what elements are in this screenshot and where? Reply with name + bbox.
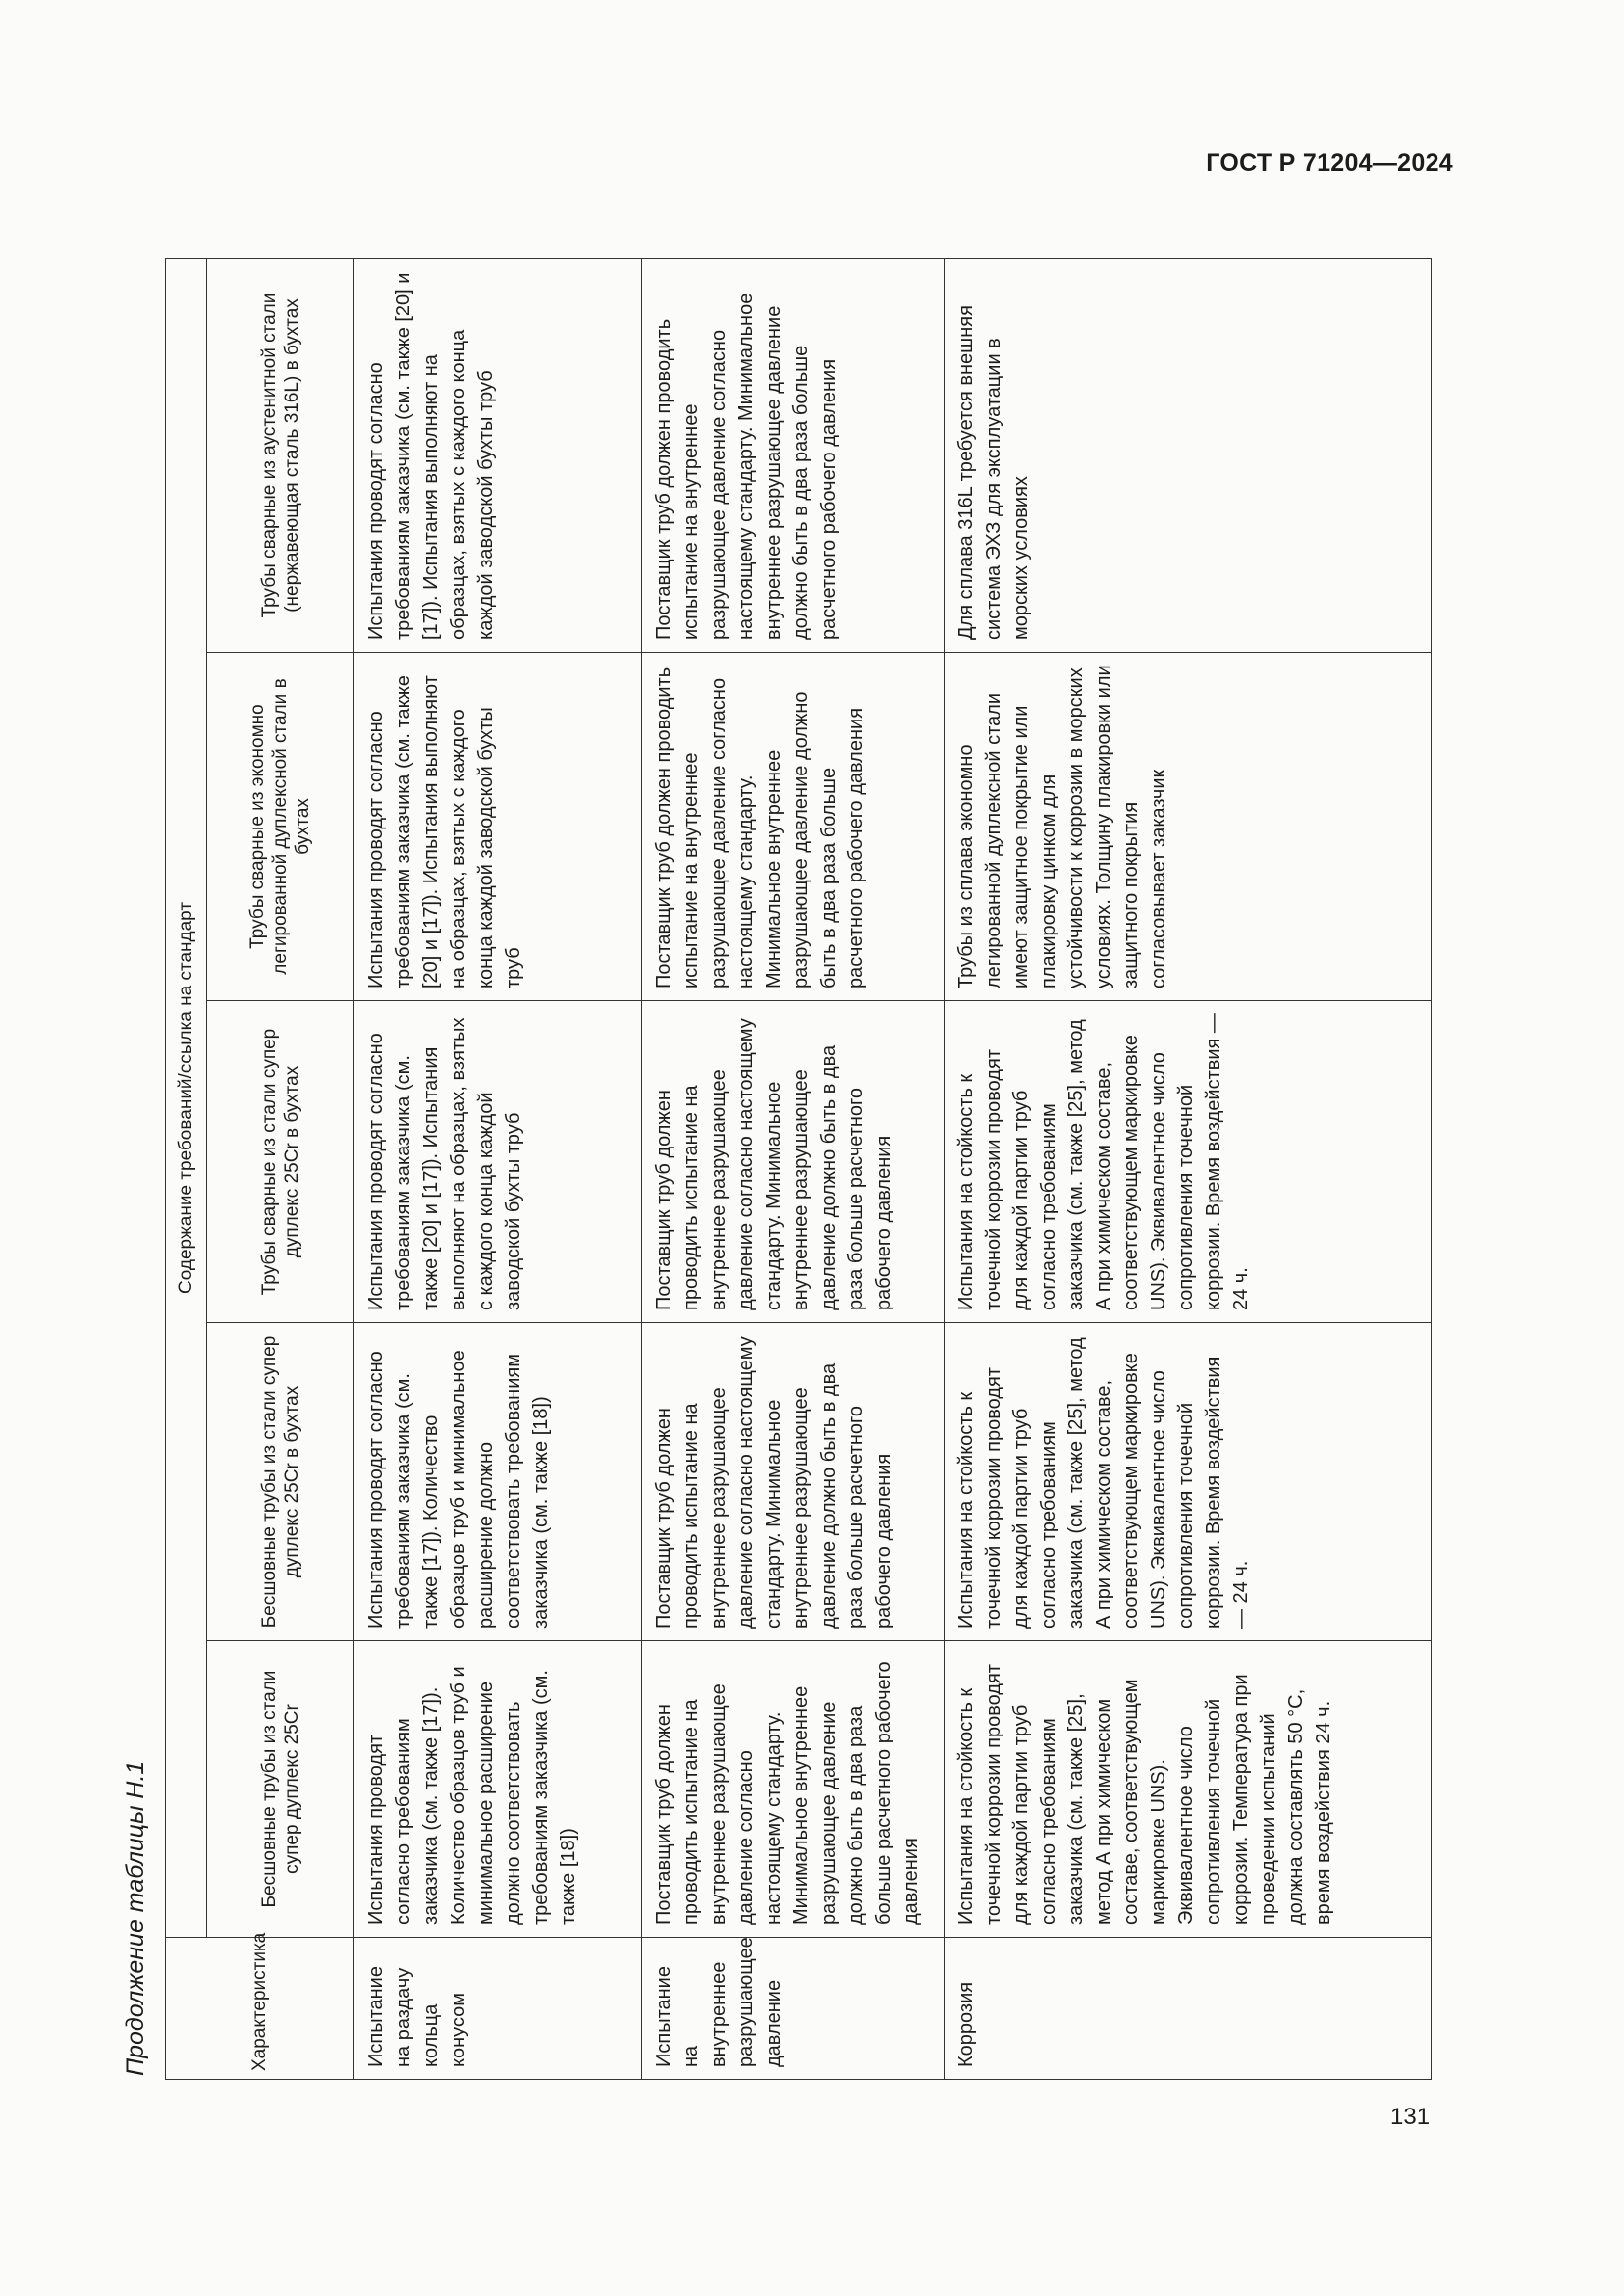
table-cell: Поставщик труб должен проводить испытание на внутреннее разрушающее давление согласно настоящему стандарту. Минимальное внутреннее разрушающее давление должно быть в два раза больше расчетного рабочего давления: [642, 1001, 945, 1323]
table-cell: Испытания на стойкость к точечной коррозии проводят для каждой партии труб согласно требованиям заказчика (см. также [25], метод А при химическом составе, соответствующем маркировке UNS). Эквивалентное число сопротивления точечной коррозии. Время воздействия — 24 ч.: [945, 1001, 1432, 1323]
table-cell: Испытания проводят согласно требованиям заказчика (см. также [20] и [17]). Испытания выполняют на образцах, взятых с каждого конца каждой заводской бухты труб: [354, 1001, 642, 1323]
standard-code: ГОСТ Р 71204—2024: [1206, 149, 1453, 177]
requirements-table: [165, 258, 1432, 2080]
table-cell: Для сплава 316L требуется внешняя система ЭХЗ для эксплуатации в морских условиях: [945, 258, 1432, 652]
column-header: Трубы сварные из экономно легированной дуплексной стали в бухтах: [207, 653, 354, 1001]
table-row: [945, 258, 1432, 2079]
row-characteristic: Испытание на раздачу кольца конусом: [354, 1938, 642, 2080]
table-row: [354, 258, 642, 2079]
row-characteristic: Испытание на внутреннее разрушающее давление: [642, 1938, 945, 2080]
row-characteristic: Коррозия: [945, 1938, 1432, 2080]
table-caption: Продолжение таблицы Н.1: [122, 1760, 149, 2076]
table-cell: Испытания проводят согласно требованиям заказчика (см. также [20] и [17]). Испытания выполняют на образцах, взятых с каждого конца каждой заводской бухты труб: [354, 653, 642, 1001]
column-header: Бесшовные трубы из стали супер дуплекс 25Cr: [207, 1641, 354, 1938]
table-row: [642, 258, 945, 2079]
table-cell: Испытания проводят согласно требованиям заказчика (см. также [20] и [17]). Испытания выполняют на образцах, взятых с каждого конца каждой заводской бухты труб: [354, 258, 642, 652]
page-number: 131: [1390, 2104, 1431, 2130]
table-cell: Испытания проводят согласно требованиям заказчика (см. также [17]). Количество образцов труб и минимальное расширение должно соответствовать требованиям заказчика (см. также [18]): [354, 1323, 642, 1641]
column-header: Бесшовные трубы из стали супер дуплекс 25Cr в бухтах: [207, 1323, 354, 1641]
table-cell: Испытания на стойкость к точечной коррозии проводят для каждой партии труб согласно требованиям заказчика (см. также [25], метод А при химическом составе, соответствующем маркировке UNS). Эквивалентное число сопротивления точечной коррозии. Время воздействия — 24 ч.: [945, 1323, 1432, 1641]
table-cell: Поставщик труб должен проводить испытание на внутреннее разрушающее давление согласно настоящему стандарту. Минимальное внутреннее разрушающее давление должно быть в два раза больше расчетного рабочего давления: [642, 1641, 945, 1938]
table-cell: Поставщик труб должен проводить испытание на внутреннее разрушающее давление согласно настоящему стандарту. Минимальное внутреннее разрушающее давление должно быть в два раза больше расчетного рабочего давления: [642, 1323, 945, 1641]
table-cell: Поставщик труб должен проводить испытание на внутреннее разрушающее давление согласно настоящему стандарту. Минимальное внутреннее разрушающее давление должно быть в два раза больше расчетного рабочего давления: [642, 258, 945, 652]
group-header: Содержание требований/ссылка на стандарт: [166, 258, 207, 1937]
column-header-characteristic: Характеристика: [166, 1938, 354, 2080]
column-header: Трубы сварные из стали супер дуплекс 25Cr в бухтах: [207, 1001, 354, 1323]
column-header: Трубы сварные из аустенитной стали (нержавеющая сталь 316L) в бухтах: [207, 258, 354, 652]
table-cell: Испытания проводят согласно требованиям заказчика (см. также [17]). Количество образцов труб и минимальное расширение должно соответствовать требованиям заказчика (см. также [18]): [354, 1641, 642, 1938]
table-cell: Трубы из сплава экономно легированной дуплексной стали имеют защитное покрытие или плакировку цинком для устойчивости к коррозии в морских условиях. Толщину плакировки или защитного покрытия согласовывает заказчик: [945, 653, 1432, 1001]
table-cell: Испытания на стойкость к точечной коррозии проводят для каждой партии труб согласно требованиям заказчика (см. также [25], метод А при химическом составе, соответствующем маркировке UNS). Эквивалентное число сопротивления точечной коррозии. Температура при проведении испытаний должна составлять 50 °С, время воздействия 24 ч.: [945, 1641, 1432, 1938]
rotated-table-block: [108, 259, 1434, 2080]
table-cell: Поставщик труб должен проводить испытание на внутреннее разрушающее давление согласно настоящему стандарту. Минимальное внутреннее разрушающее давление должно быть в два раза больше расчетного рабочего давления: [642, 653, 945, 1001]
